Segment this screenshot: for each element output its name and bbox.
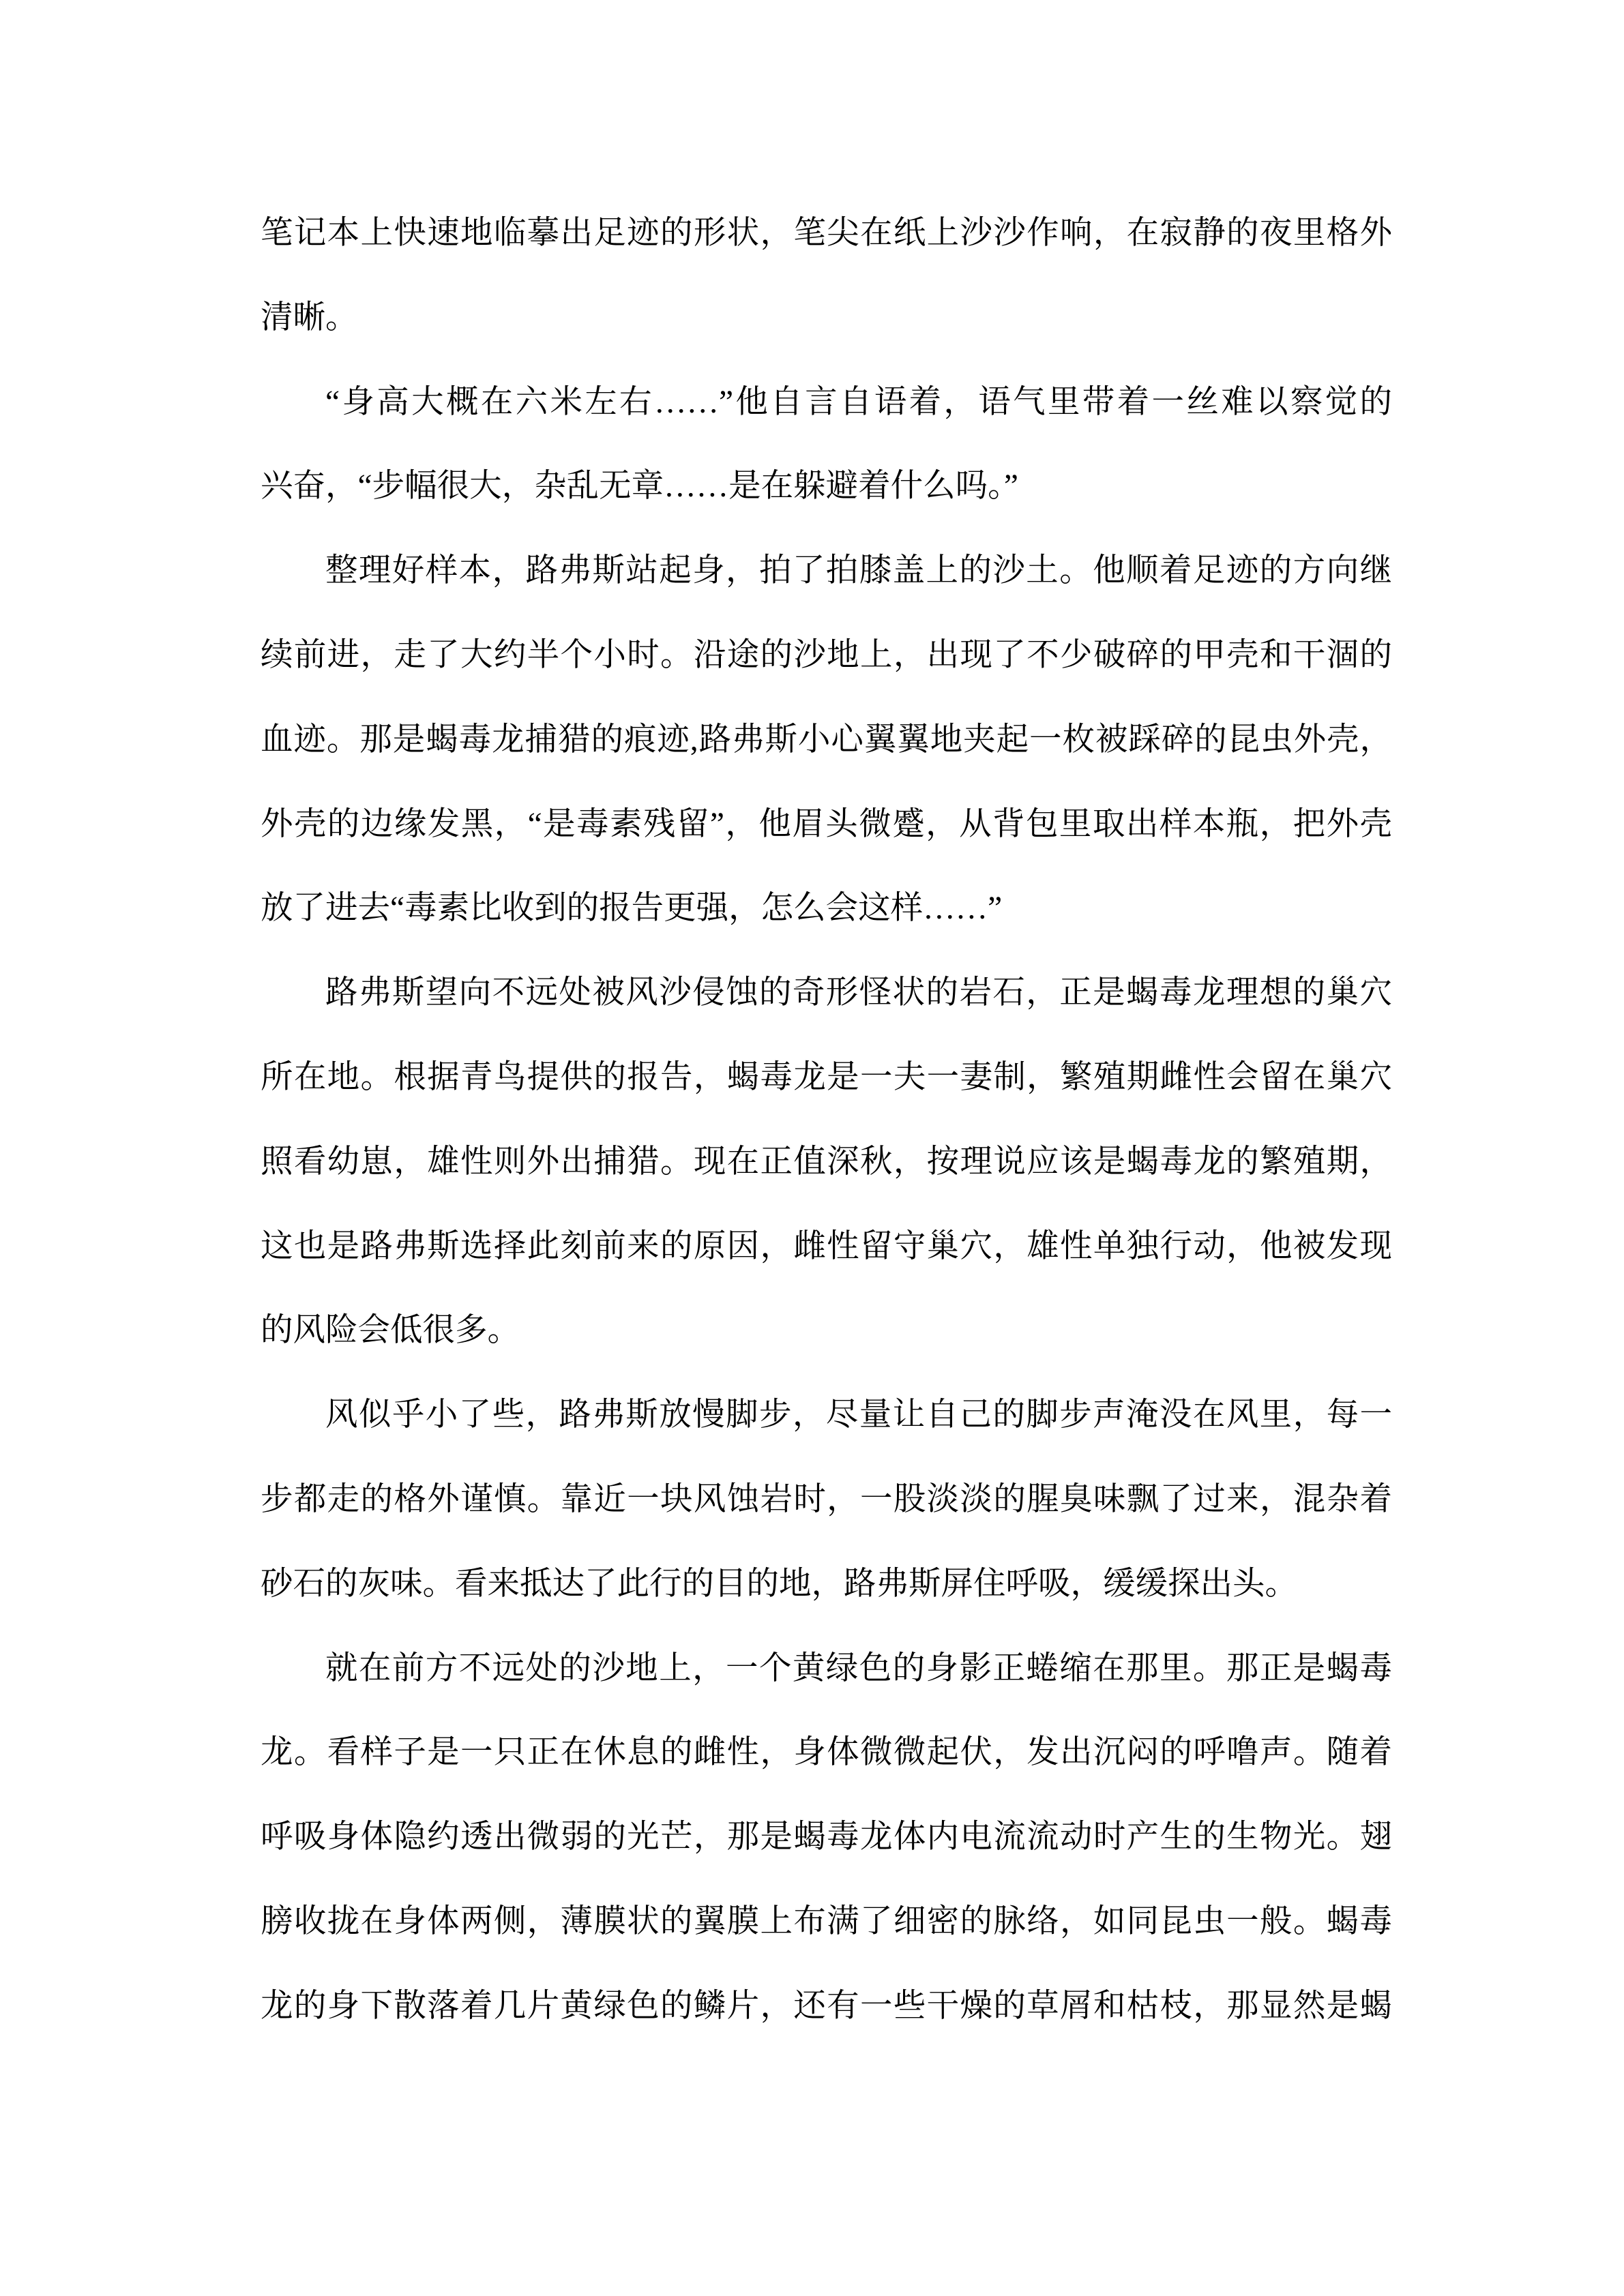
text-line: 放了进去“毒素比收到的报告更强，怎么会这样……” <box>261 891 1003 927</box>
text-block <box>261 192 1392 2049</box>
text-line: 砂石的灰味。看来抵达了此行的目的地，路弗斯屏住呼吸，缓缓探出头。 <box>261 1566 1297 1602</box>
text-line: 续前进，走了大约半个小时。沿途的沙地上，出现了不少破碎的甲壳和干涸的 <box>261 637 1392 673</box>
text-line: 照看幼崽，雄性则外出捕猎。现在正值深秋，按理说应该是蝎毒龙的繁殖期， <box>261 1144 1392 1180</box>
text-line: 风似乎小了些，路弗斯放慢脚步，尽量让自己的脚步声淹没在风里，每一 <box>325 1397 1392 1433</box>
text-line: 就在前方不远处的沙地上，一个黄绿色的身影正蜷缩在那里。那正是蝎毒 <box>325 1650 1392 1686</box>
text-line: 兴奋，“步幅很大，杂乱无章……是在躲避着什么吗。” <box>261 468 1018 505</box>
text-line: 膀收拢在身体两侧，薄膜状的翼膜上布满了细密的脉络，如同昆虫一般。蝎毒 <box>261 1903 1392 1939</box>
text-line: 所在地。根据青鸟提供的报告，蝎毒龙是一夫一妻制，繁殖期雌性会留在巢穴 <box>261 1059 1392 1095</box>
text-line: 路弗斯望向不远处被风沙侵蚀的奇形怪状的岩石，正是蝎毒龙理想的巢穴 <box>325 975 1392 1011</box>
text-line: 步都走的格外谨慎。靠近一块风蚀岩时，一股淡淡的腥臭味飘了过来，混杂着 <box>261 1481 1392 1517</box>
text-line: “身高大概在六米左右……”他自言自语着，语气里带着一丝难以察觉的 <box>325 384 1392 420</box>
text-line: 整理好样本，路弗斯站起身，拍了拍膝盖上的沙土。他顺着足迹的方向继 <box>325 553 1392 589</box>
text-line: 龙。看样子是一只正在休息的雌性，身体微微起伏，发出沉闷的呼噜声。随着 <box>261 1735 1392 1771</box>
text-line: 呼吸身体隐约透出微弱的光芒，那是蝎毒龙体内电流流动时产生的生物光。翅 <box>261 1819 1392 1855</box>
text-line: 龙的身下散落着几片黄绿色的鳞片，还有一些干燥的草屑和枯枝，那显然是蝎 <box>261 1988 1392 2024</box>
text-line: 这也是路弗斯选择此刻前来的原因，雌性留守巢穴，雄性单独行动，他被发现 <box>261 1228 1392 1264</box>
text-line: 笔记本上快速地临摹出足迹的形状，笔尖在纸上沙沙作响，在寂静的夜里格外 <box>261 215 1392 251</box>
text-line: 的风险会低很多。 <box>261 1313 520 1349</box>
text-line: 血迹。那是蝎毒龙捕猎的痕迹,路弗斯小心翼翼地夹起一枚被踩碎的昆虫外壳， <box>261 721 1392 758</box>
text-line: 清晰。 <box>261 299 358 336</box>
text-line: 外壳的边缘发黑，“是毒素残留”，他眉头微蹙，从背包里取出样本瓶，把外壳 <box>261 806 1392 842</box>
